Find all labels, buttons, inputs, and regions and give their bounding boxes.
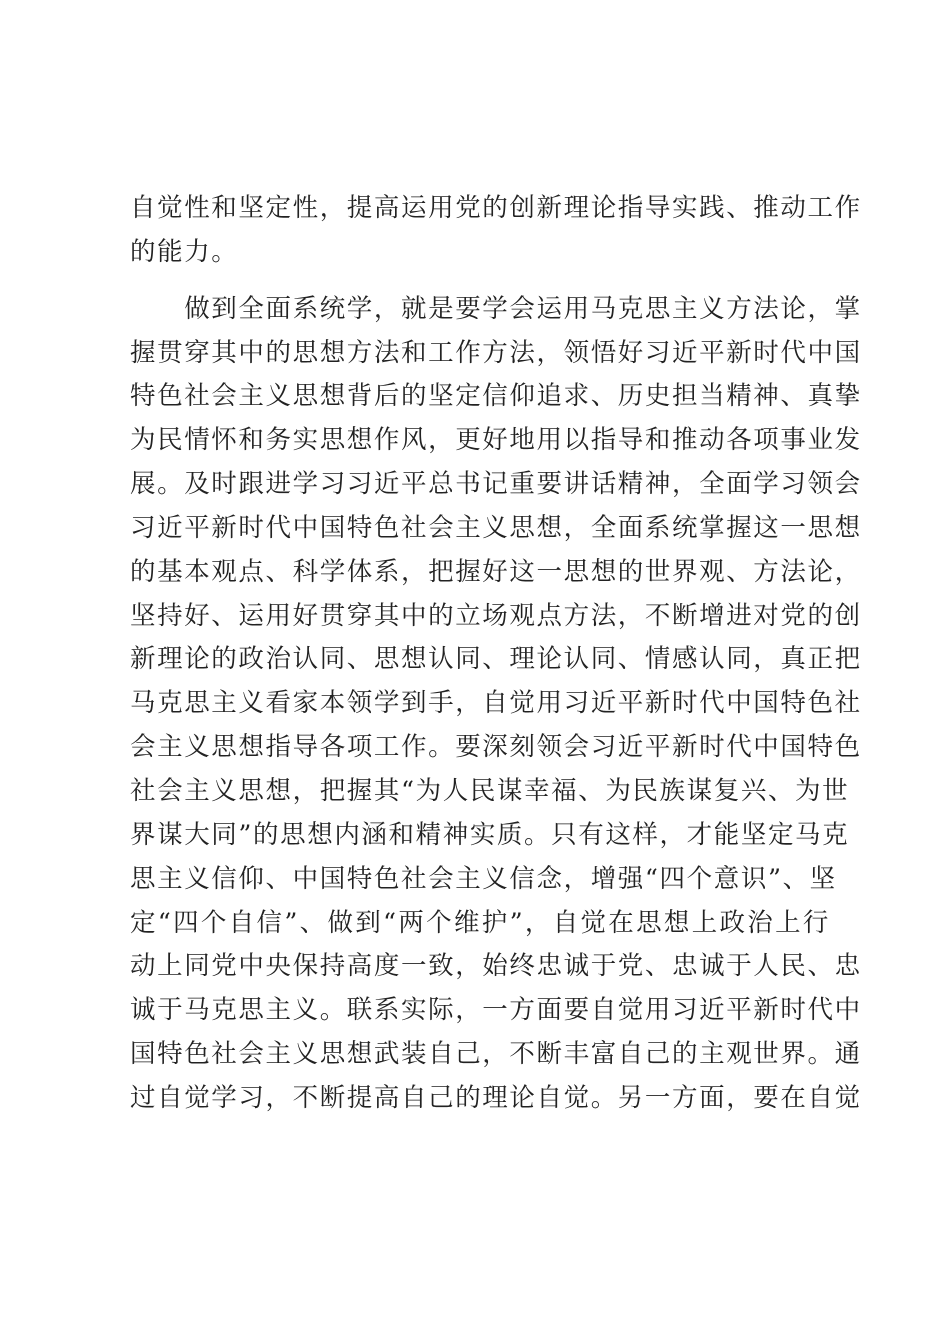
text-line: 展。及时跟进学习习近平总书记重要讲话精神，全面学习领会 — [130, 469, 862, 500]
text-line: 过自觉学习，不断提高自己的理论自觉。另一方面，要在自觉 — [130, 1082, 862, 1113]
text-line: 国特色社会主义思想武装自己，不断丰富自己的主观世界。通 — [130, 1039, 862, 1070]
text-line: 新理论的政治认同、思想认同、理论认同、情感认同，真正把 — [130, 644, 862, 675]
text-line: 界谋大同”的思想内涵和精神实质。只有这样，才能坚定马克 — [130, 819, 850, 850]
text-line: 为民情怀和务实思想作风，更好地用以指导和推动各项事业发 — [130, 425, 862, 456]
text-line: 习近平新时代中国特色社会主义思想，全面系统掌握这一思想 — [130, 512, 862, 543]
text-line: 社会主义思想，把握其“为人民谋幸福、为民族谋复兴、为世 — [130, 775, 850, 806]
text-line: 思主义信仰、中国特色社会主义信念，增强“四个意识”、坚 — [130, 863, 837, 894]
paragraph-continuation — [130, 187, 862, 275]
text-line: 定“四个自信”、做到“两个维护”，自觉在思想上政治上行 — [130, 907, 830, 938]
text-line: 的能力。 — [130, 236, 239, 267]
text-line: 动上同党中央保持高度一致，始终忠诚于党、忠诚于人民、忠 — [130, 951, 862, 982]
text-line: 做到全面系统学，就是要学会运用马克思主义方法论，掌 — [130, 293, 862, 324]
text-line: 马克思主义看家本领学到手，自觉用习近平新时代中国特色社 — [130, 688, 862, 719]
text-line: 握贯穿其中的思想方法和工作方法，领悟好习近平新时代中国 — [130, 337, 862, 368]
paragraph-gap — [130, 275, 830, 288]
text-line: 特色社会主义思想背后的坚定信仰追求、历史担当精神、真挚 — [130, 381, 862, 412]
body-text — [130, 187, 862, 1121]
text-line: 坚持好、运用好贯穿其中的立场观点方法，不断增进对党的创 — [130, 600, 862, 631]
text-line: 会主义思想指导各项工作。要深刻领会习近平新时代中国特色 — [130, 732, 862, 763]
text-line: 自觉性和坚定性，提高运用党的创新理论指导实践、推动工作 — [130, 193, 862, 223]
paragraph-main — [130, 288, 862, 1121]
text-line: 的基本观点、科学体系，把握好这一思想的世界观、方法论， — [130, 556, 862, 587]
text-line: 诚于马克思主义。联系实际，一方面要自觉用习近平新时代中 — [130, 995, 862, 1026]
